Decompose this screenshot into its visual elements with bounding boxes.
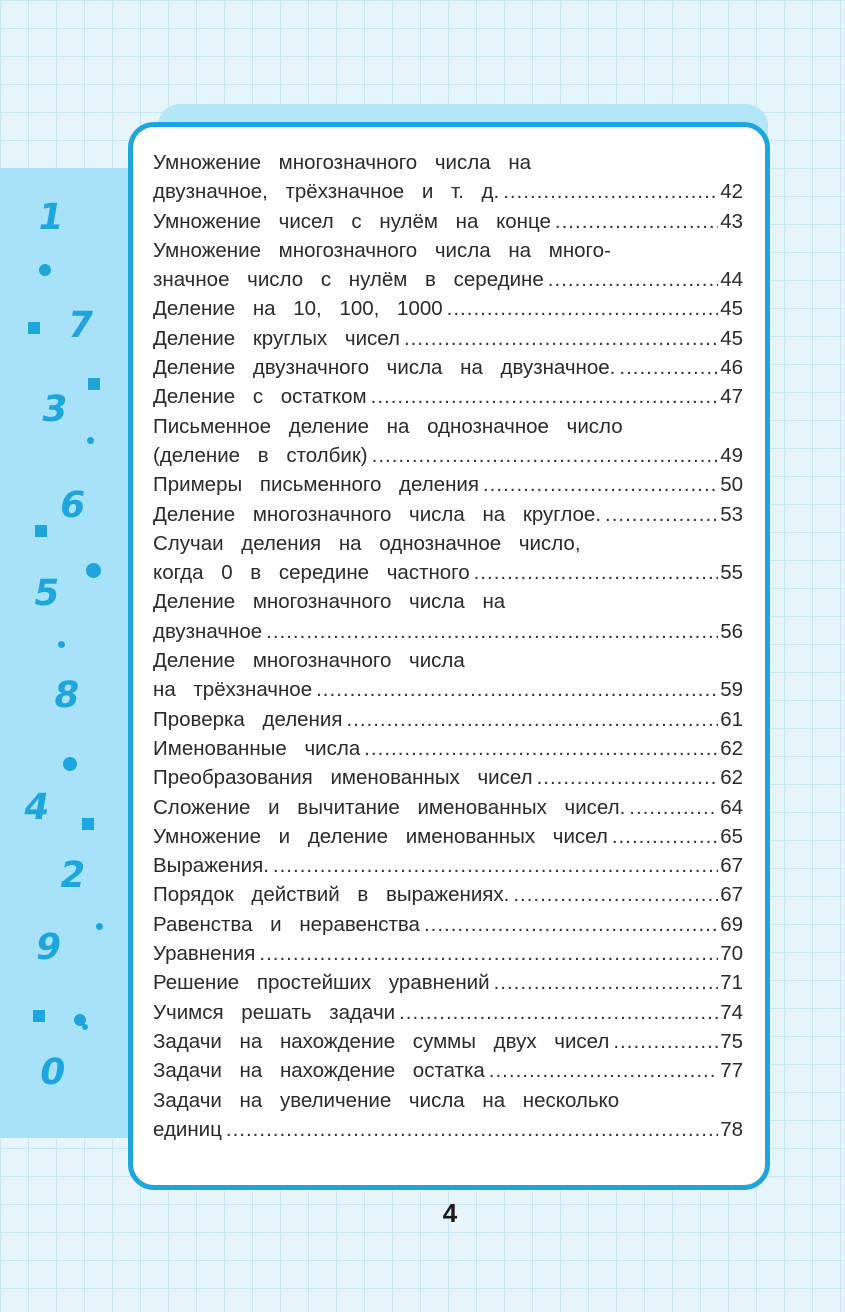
dot-leader: [605, 500, 718, 529]
toc-page-number: 55: [720, 561, 743, 585]
dot-leader: [629, 793, 718, 822]
dot-leader: [474, 558, 719, 587]
toc-entry: [153, 851, 743, 880]
dot-leader: [548, 265, 718, 294]
toc-page-number: 43: [720, 209, 743, 233]
decor-square: [88, 378, 100, 390]
toc-entry-last-line: [153, 793, 743, 822]
toc-entry-title: Порядок действий в выражениях.: [153, 883, 510, 907]
toc-entry-last-line: [153, 324, 743, 353]
toc-entry: [153, 705, 743, 734]
dot-leader: [503, 177, 718, 206]
dot-leader: [364, 734, 718, 763]
toc-entry-title: Деление многозначного числа на круглое.: [153, 502, 602, 526]
toc-page-number: 75: [720, 1029, 743, 1053]
toc-page-number: 65: [720, 824, 743, 848]
toc-entry-last-line: [153, 675, 743, 704]
toc-page-number: 42: [720, 180, 743, 204]
decor-dot: [58, 641, 65, 648]
toc-entry-title: Задачи на увеличение числа на несколько: [153, 1088, 620, 1112]
toc-page-number: 62: [720, 766, 743, 790]
toc-page-number: 53: [720, 502, 743, 526]
toc-entry-last-line: [153, 939, 743, 968]
toc-page-number: 74: [720, 1000, 743, 1024]
toc-entry-title: Решение простейших уравнений: [153, 971, 490, 995]
toc-page-number: 44: [720, 268, 743, 292]
dot-leader: [494, 968, 719, 997]
toc-entry-last-line: [153, 294, 743, 323]
toc-entry-title: Учимся решать задачи: [153, 1000, 396, 1024]
dot-leader: [555, 207, 718, 236]
decor-digit-8: 8: [50, 675, 83, 716]
dot-leader: [537, 763, 719, 792]
decor-digit-5: 5: [30, 573, 63, 614]
toc-entry-last-line: [153, 910, 743, 939]
toc-entry-title: когда 0 в середине частного: [153, 561, 470, 585]
toc-entry: [153, 353, 743, 382]
toc-entry: [153, 382, 743, 411]
decor-dot: [87, 437, 94, 444]
decor-dot: [86, 563, 101, 578]
toc-entry: [153, 968, 743, 997]
toc-entry: [153, 822, 743, 851]
toc-entry-last-line: [153, 822, 743, 851]
toc-entry-title: Деление многозначного числа на: [153, 590, 506, 614]
toc-entry: [153, 910, 743, 939]
toc-entry-line: [153, 148, 743, 177]
decor-dot: [82, 1024, 88, 1030]
toc-entry-last-line: [153, 177, 743, 206]
toc-page-number: 47: [720, 385, 743, 409]
toc-entry-last-line: [153, 998, 743, 1027]
toc-entry-title: Умножение многозначного числа на много-: [153, 238, 611, 262]
dot-leader: [424, 910, 718, 939]
dot-leader: [346, 705, 718, 734]
toc-page-number: 62: [720, 736, 743, 760]
toc-page-number: 70: [720, 942, 743, 966]
decor-digit-7: 7: [64, 305, 97, 346]
toc-entry-title: Деление двузначного числа на двузначное.: [153, 356, 616, 380]
toc-entry: [153, 324, 743, 353]
toc-page-number: 67: [720, 883, 743, 907]
toc-entry: [153, 939, 743, 968]
toc-entry-title: двузначное, трёхзначное и т. д.: [153, 180, 500, 204]
toc-entry-title: Уравнения: [153, 942, 256, 966]
toc-page-number: 46: [720, 356, 743, 380]
toc-entry: [153, 529, 743, 588]
toc-page-number: 77: [720, 1059, 743, 1083]
toc-entry: [153, 880, 743, 909]
dot-leader: [266, 617, 718, 646]
toc-entry-last-line: [153, 1056, 743, 1085]
toc-entry-last-line: [153, 968, 743, 997]
toc-entry-last-line: [153, 617, 743, 646]
page-number: 4: [442, 1198, 458, 1228]
toc-entry: [153, 1027, 743, 1056]
toc-entry-title: Задачи на нахождение остатка: [153, 1059, 485, 1083]
toc-entry: [153, 587, 743, 646]
toc-entry: [153, 207, 743, 236]
toc-entry-last-line: [153, 851, 743, 880]
toc-entry-title: Умножение чисел с нулём на конце: [153, 209, 551, 233]
toc-entry-line: [153, 236, 743, 265]
toc-entry: [153, 470, 743, 499]
toc-entry-title: Проверка деления: [153, 707, 343, 731]
toc-page-number: 61: [720, 707, 743, 731]
toc-entry-last-line: [153, 880, 743, 909]
toc-entry-title: Выражения.: [153, 854, 269, 878]
toc-entry-title: Письменное деление на однозначное число: [153, 414, 623, 438]
dot-leader: [483, 470, 718, 499]
toc-entry: [153, 148, 743, 207]
toc-entry-last-line: [153, 763, 743, 792]
toc-entry: [153, 734, 743, 763]
toc-entry-title: Умножение и деление именованных чисел: [153, 824, 608, 848]
toc-entry-last-line: [153, 734, 743, 763]
toc-page-number: 56: [720, 619, 743, 643]
toc-entry-title: Деление на 10, 100, 1000: [153, 297, 443, 321]
toc-entry-title: Деление круглых чисел: [153, 326, 400, 350]
toc-entry: [153, 998, 743, 1027]
toc-entry: [153, 412, 743, 471]
toc-entry: [153, 294, 743, 323]
toc-entry-line: [153, 587, 743, 616]
toc-entry-last-line: [153, 1115, 743, 1144]
toc-entry-last-line: [153, 1027, 743, 1056]
toc-entry-title: Деление с остатком: [153, 385, 367, 409]
toc-entry-last-line: [153, 441, 743, 470]
toc-entry-last-line: [153, 207, 743, 236]
toc-page-number: 59: [720, 678, 743, 702]
toc-page-number: 69: [720, 912, 743, 936]
toc-entry: [153, 646, 743, 705]
dot-leader: [372, 441, 719, 470]
toc-entry: [153, 1056, 743, 1085]
decor-digit-0: 0: [36, 1052, 69, 1093]
toc-entry-last-line: [153, 265, 743, 294]
toc-entry-title: Умножение многозначного числа на: [153, 151, 532, 174]
dot-leader: [259, 939, 718, 968]
toc-entry-title: Примеры письменного деления: [153, 473, 479, 497]
toc-entry-last-line: [153, 558, 743, 587]
toc-entry: [153, 1086, 743, 1145]
toc-page-number: 78: [720, 1117, 743, 1141]
toc-entry: [153, 236, 743, 295]
toc-entry-title: Сложение и вычитание именованных чисел.: [153, 795, 626, 819]
toc-entry-title: Случаи деления на однозначное число,: [153, 531, 581, 555]
toc-entry-line: [153, 412, 743, 441]
decor-digit-6: 6: [56, 485, 89, 526]
toc-entry-last-line: [153, 500, 743, 529]
toc-entry-title: единиц: [153, 1117, 222, 1141]
toc-page-number: 49: [720, 443, 743, 467]
toc-entry-title: Деление многозначного числа: [153, 649, 465, 673]
dot-leader: [316, 675, 718, 704]
dot-leader: [404, 324, 718, 353]
dot-leader: [513, 880, 718, 909]
decor-square: [28, 322, 40, 334]
decor-dot: [63, 757, 77, 771]
decor-digit-3: 3: [38, 389, 71, 430]
table-of-contents: [153, 148, 743, 1144]
toc-page-number: 64: [720, 795, 743, 819]
toc-entry-last-line: [153, 353, 743, 382]
decor-dot: [39, 264, 51, 276]
toc-entry-title: (деление в столбик): [153, 443, 368, 467]
dot-leader: [612, 822, 718, 851]
toc-entry-title: Равенства и неравенства: [153, 912, 420, 936]
toc-entry-line: [153, 1086, 743, 1115]
dot-leader: [619, 353, 718, 382]
dot-leader: [399, 998, 718, 1027]
toc-entry-title: на трёхзначное: [153, 678, 313, 702]
dot-leader: [489, 1056, 718, 1085]
toc-entry-title: Преобразования именованных чисел: [153, 766, 533, 790]
toc-page-number: 71: [720, 971, 743, 995]
toc-entry: [153, 500, 743, 529]
dot-leader: [273, 851, 718, 880]
toc-entry-title: двузначное: [153, 619, 263, 643]
toc-entry-line: [153, 529, 743, 558]
toc-entry-title: Задачи на нахождение суммы двух чисел: [153, 1029, 610, 1053]
decor-square: [33, 1010, 45, 1022]
dot-leader: [613, 1027, 718, 1056]
decor-digit-2: 2: [56, 855, 89, 896]
dot-leader: [371, 382, 719, 411]
toc-entry: [153, 793, 743, 822]
toc-entry-last-line: [153, 705, 743, 734]
toc-entry-title: значное число с нулём в середине: [153, 268, 544, 292]
decor-digit-1: 1: [34, 197, 67, 238]
toc-page-number: 45: [720, 297, 743, 321]
toc-entry-title: Именованные числа: [153, 736, 361, 760]
decor-square: [35, 525, 47, 537]
decor-digit-9: 9: [32, 927, 65, 968]
toc-page-number: 50: [720, 473, 743, 497]
decor-digit-4: 4: [20, 787, 53, 828]
toc-entry-line: [153, 646, 743, 675]
toc-entry: [153, 763, 743, 792]
toc-page-number: 45: [720, 326, 743, 350]
dot-leader: [447, 294, 719, 323]
decor-square: [82, 818, 94, 830]
toc-entry-last-line: [153, 470, 743, 499]
toc-entry-last-line: [153, 382, 743, 411]
decor-dot: [96, 923, 103, 930]
toc-page-number: 67: [720, 854, 743, 878]
side-strip: [0, 168, 132, 1138]
dot-leader: [226, 1115, 718, 1144]
